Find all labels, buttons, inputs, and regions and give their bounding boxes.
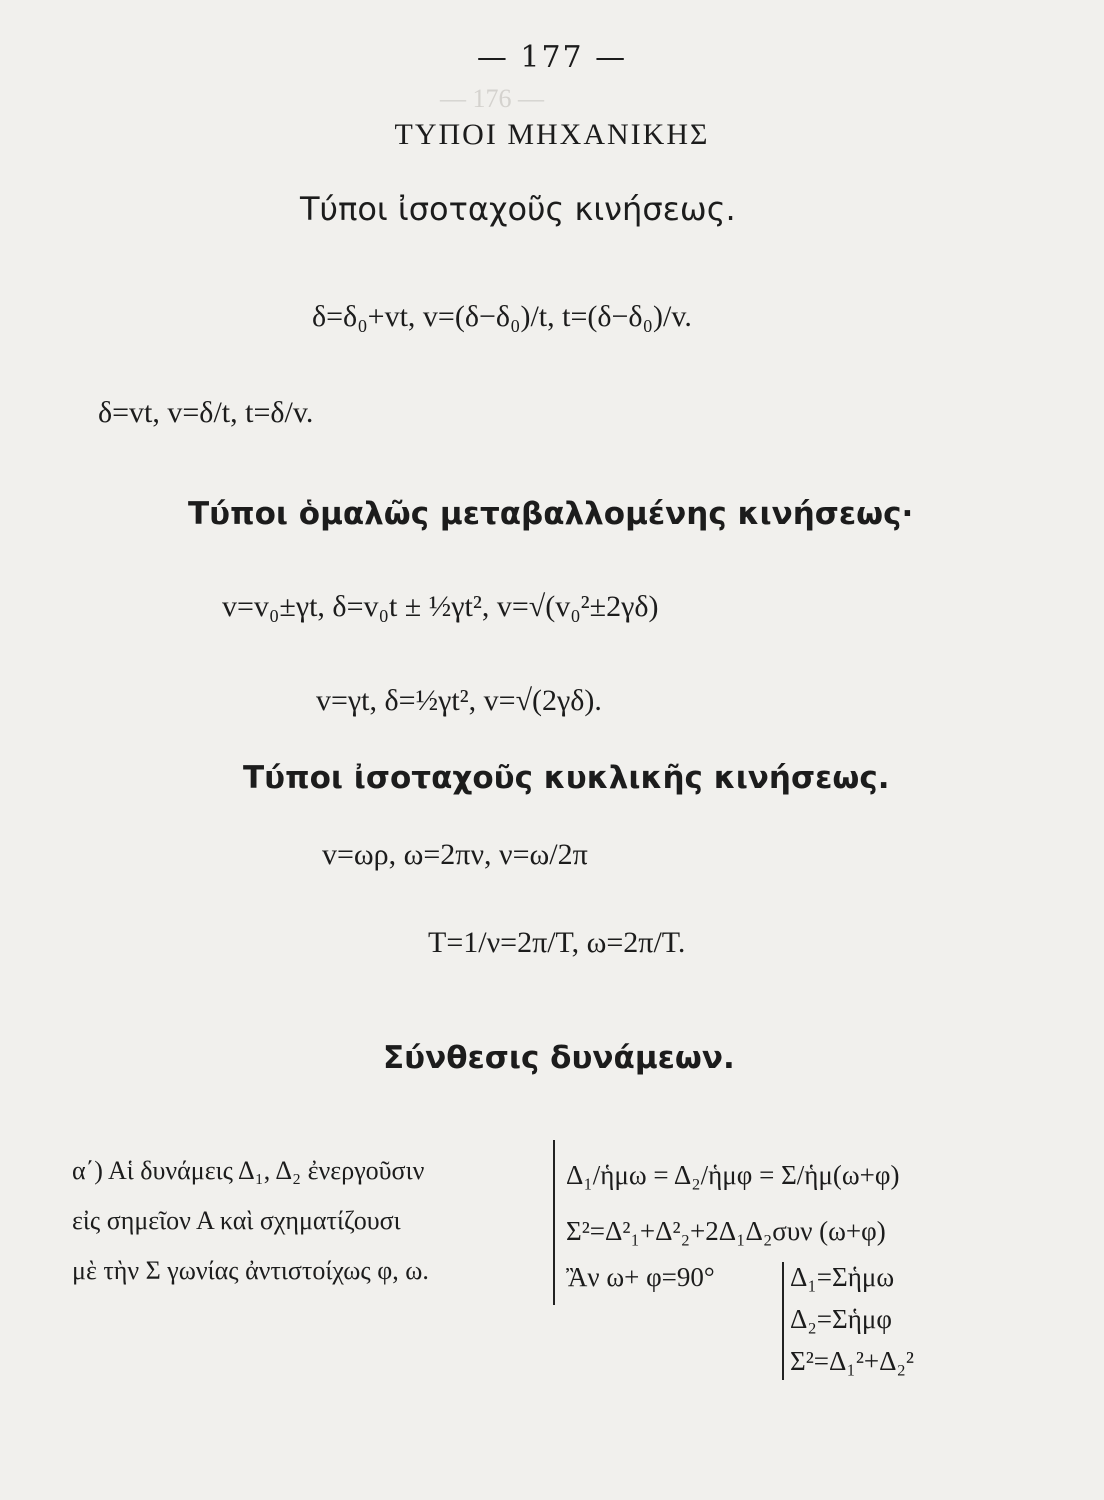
sub-equation-1: Δ₁=Σἡμω — [790, 1262, 895, 1292]
page-title: ΤΥΠΟΙ ΜΗΧΑΝΙΚΗΣ — [394, 118, 710, 151]
brace-divider — [553, 1140, 555, 1305]
heading-uniform-motion: Τύποι ἰσοταχοῦς κινήσεως. — [300, 190, 736, 228]
page-number: — 177 — — [476, 40, 628, 75]
equation-uniform-2: δ=vt, v=δ/t, t=δ/v. — [98, 396, 314, 429]
heading-force-composition: Σύνθεσις δυνάμεων. — [383, 1040, 735, 1076]
equation-accelerated-1: v=v₀±γt, δ=v₀t ± ½γt², v=√(v₀²±2γδ) — [222, 590, 659, 623]
sub-brace-divider — [782, 1262, 784, 1380]
forces-text-line-1: α΄) Αἱ δυνάμεις Δ₁, Δ₂ ἐνεργοῦσιν — [72, 1156, 425, 1185]
bleed-through: — 176 — — [440, 84, 544, 113]
sub-equation-2: Δ₂=Σἡμφ — [790, 1304, 892, 1334]
right-angle-condition: Ἂν ω+ φ=90° — [566, 1262, 715, 1292]
equation-circular-1: v=ωρ, ω=2πν, ν=ω/2π — [322, 838, 588, 871]
forces-text-line-2: εἰς σημεῖον Α καὶ σχηματίζουσι — [72, 1206, 401, 1235]
equation-accelerated-2: v=γt, δ=½γt², v=√(2γδ). — [316, 684, 602, 717]
heading-accelerated-motion: Τύποι ὁμαλῶς μεταβαλλομένης κινήσεως· — [188, 496, 914, 532]
heading-circular-motion: Τύποι ἰσοταχοῦς κυκλικῆς κινήσεως. — [243, 760, 890, 796]
force-resultant-equation: Σ²=Δ²₁+Δ²₂+2Δ₁Δ₂συν (ω+φ) — [566, 1216, 886, 1246]
forces-text-line-3: μὲ τὴν Σ γωνίας ἀντιστοίχως φ, ω. — [72, 1256, 429, 1285]
sub-equation-3: Σ²=Δ₁²+Δ₂² — [790, 1346, 915, 1376]
equation-circular-2: T=1/ν=2π/T, ω=2π/T. — [428, 926, 686, 959]
force-ratio-equation: Δ₁/ἡμω = Δ₂/ἡμφ = Σ/ἡμ(ω+φ) — [566, 1160, 900, 1190]
equation-uniform-1: δ=δ₀+vt, v=(δ−δ₀)/t, t=(δ−δ₀)/v. — [312, 300, 692, 333]
